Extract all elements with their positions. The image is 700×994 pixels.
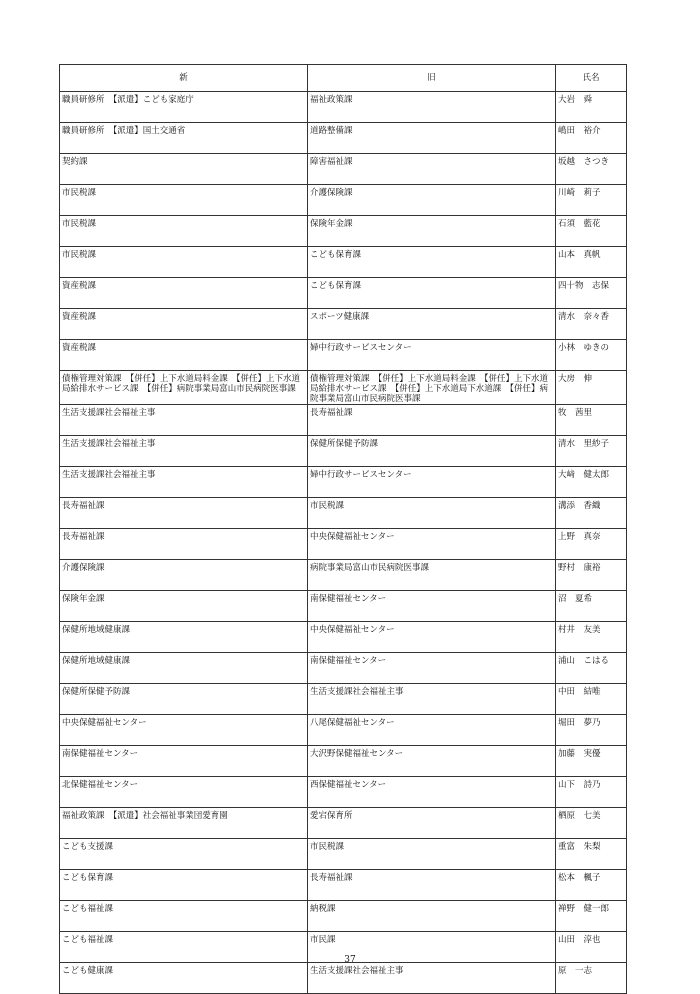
cell-new: 資産税課 [60,278,308,309]
cell-new: こども福祉課 [60,901,308,932]
table-row [60,154,627,185]
cell-old: 生活支援課社会福祉主事 [308,684,556,715]
table-row [60,436,627,467]
cell-new: 職員研修所 【派遣】国土交通省 [60,123,308,154]
cell-name: 加藤 実優 [556,746,627,777]
cell-name: 松本 楓子 [556,870,627,901]
cell-new: 生活支援課社会福祉主事 [60,436,308,467]
cell-new: 介護保険課 [60,560,308,591]
table-row [60,901,627,932]
cell-new: 保健所地域健康課 [60,653,308,684]
table-row [60,340,627,371]
table-row [60,777,627,808]
cell-old: 中央保健福祉センター [308,622,556,653]
cell-new: 保健所保健予防課 [60,684,308,715]
cell-new: こども福祉課 [60,932,308,963]
cell-name: 村井 友美 [556,622,627,653]
cell-new: 保健所地域健康課 [60,622,308,653]
cell-new: こども支援課 [60,839,308,870]
cell-new: 生活支援課社会福祉主事 [60,467,308,498]
cell-old: 生活支援課社会福祉主事 [308,963,556,994]
cell-name: 山本 真帆 [556,247,627,278]
cell-old: 西保健福祉センター [308,777,556,808]
table-row [60,870,627,901]
cell-old: 愛宕保育所 [308,808,556,839]
cell-name: 清水 奈々香 [556,309,627,340]
cell-name: 重富 朱梨 [556,839,627,870]
table-row [60,839,627,870]
cell-old: 婦中行政サービスセンター [308,467,556,498]
cell-old: 保険年金課 [308,216,556,247]
cell-new: 中央保健福祉センター [60,715,308,746]
table-row [60,591,627,622]
table-row [60,309,627,340]
table-row [60,529,627,560]
cell-name: 川崎 莉子 [556,185,627,216]
cell-old: 介護保険課 [308,185,556,216]
table-row [60,498,627,529]
cell-old: 南保健福祉センター [308,653,556,684]
cell-new: こども健康課 [60,963,308,994]
cell-new: 福祉政策課 【派遣】社会福祉事業団愛育園 [60,808,308,839]
cell-old: 保健所保健予防課 [308,436,556,467]
cell-name: 大﨑 健太郎 [556,467,627,498]
personnel-transfer-table [59,64,627,994]
cell-new: 契約課 [60,154,308,185]
cell-old: 福祉政策課 [308,92,556,123]
cell-old: 債権管理対策課 【併任】上下水道局料金課 【併任】上下水道局給排水サービス課 【併任】上下水道局下水道課 【併任】病院事業局富山市民病院医事課 [308,371,556,405]
cell-name: 浦山 こはる [556,653,627,684]
cell-old: スポーツ健康課 [308,309,556,340]
table-body [60,92,627,994]
header-name: 氏名 [556,65,627,92]
cell-name: 坂越 さつき [556,154,627,185]
header-old: 旧 [308,65,556,92]
cell-old: こども保育課 [308,247,556,278]
cell-name: 栖原 七美 [556,808,627,839]
cell-old: 市民課 [308,932,556,963]
table-row [60,653,627,684]
cell-old: 市民税課 [308,498,556,529]
cell-name: 嶋田 裕介 [556,123,627,154]
cell-new: 債権管理対策課 【併任】上下水道局料金課 【併任】上下水道局給排水サービス課 【併任】病院事業局富山市民病院医事課 [60,371,308,405]
table-row [60,808,627,839]
cell-name: 禅野 健一郎 [556,901,627,932]
cell-name: 牧 茜里 [556,405,627,436]
table-row [60,405,627,436]
cell-new: 北保健福祉センター [60,777,308,808]
table-row [60,715,627,746]
cell-name: 沼 夏希 [556,591,627,622]
table-header-row [60,65,627,92]
cell-old: 市民税課 [308,839,556,870]
table-row [60,684,627,715]
cell-new: 市民税課 [60,247,308,278]
table-row [60,560,627,591]
cell-new: 長寿福祉課 [60,498,308,529]
cell-name: 上野 真奈 [556,529,627,560]
cell-new: 市民税課 [60,216,308,247]
cell-new: 南保健福祉センター [60,746,308,777]
cell-old: 道路整備課 [308,123,556,154]
table-row [60,371,627,405]
table-row [60,123,627,154]
page-number: 37 [344,955,356,965]
cell-old: こども保育課 [308,278,556,309]
cell-old: 中央保健福祉センター [308,529,556,560]
table-row [60,746,627,777]
cell-new: 市民税課 [60,185,308,216]
table-row [60,92,627,123]
cell-old: 八尾保健福祉センター [308,715,556,746]
table-row [60,963,627,994]
cell-name: 山下 詩乃 [556,777,627,808]
cell-new: こども保育課 [60,870,308,901]
header-new: 新 [60,65,308,92]
table-row [60,247,627,278]
cell-old: 南保健福祉センター [308,591,556,622]
cell-new: 職員研修所 【派遣】こども家庭庁 [60,92,308,123]
cell-old: 長寿福祉課 [308,870,556,901]
cell-name: 小林 ゆきの [556,340,627,371]
cell-name: 四十物 志保 [556,278,627,309]
cell-name: 石須 藍花 [556,216,627,247]
cell-name: 堀田 夢乃 [556,715,627,746]
table-row [60,622,627,653]
cell-new: 資産税課 [60,340,308,371]
cell-name: 大房 伸 [556,371,627,405]
cell-old: 納税課 [308,901,556,932]
table-row [60,216,627,247]
table-row [60,467,627,498]
cell-name: 清水 里紗子 [556,436,627,467]
cell-name: 溝添 香織 [556,498,627,529]
cell-old: 婦中行政サービスセンター [308,340,556,371]
cell-new: 生活支援課社会福祉主事 [60,405,308,436]
cell-name: 大岩 舜 [556,92,627,123]
cell-new: 資産税課 [60,309,308,340]
cell-name: 山田 淳也 [556,932,627,963]
table-row [60,278,627,309]
cell-name: 中田 結唯 [556,684,627,715]
cell-old: 長寿福祉課 [308,405,556,436]
cell-new: 保険年金課 [60,591,308,622]
cell-old: 大沢野保健福祉センター [308,746,556,777]
cell-name: 原 一志 [556,963,627,994]
cell-name: 野村 康裕 [556,560,627,591]
table-row [60,185,627,216]
cell-old: 障害福祉課 [308,154,556,185]
cell-new: 長寿福祉課 [60,529,308,560]
cell-old: 病院事業局富山市民病院医事課 [308,560,556,591]
